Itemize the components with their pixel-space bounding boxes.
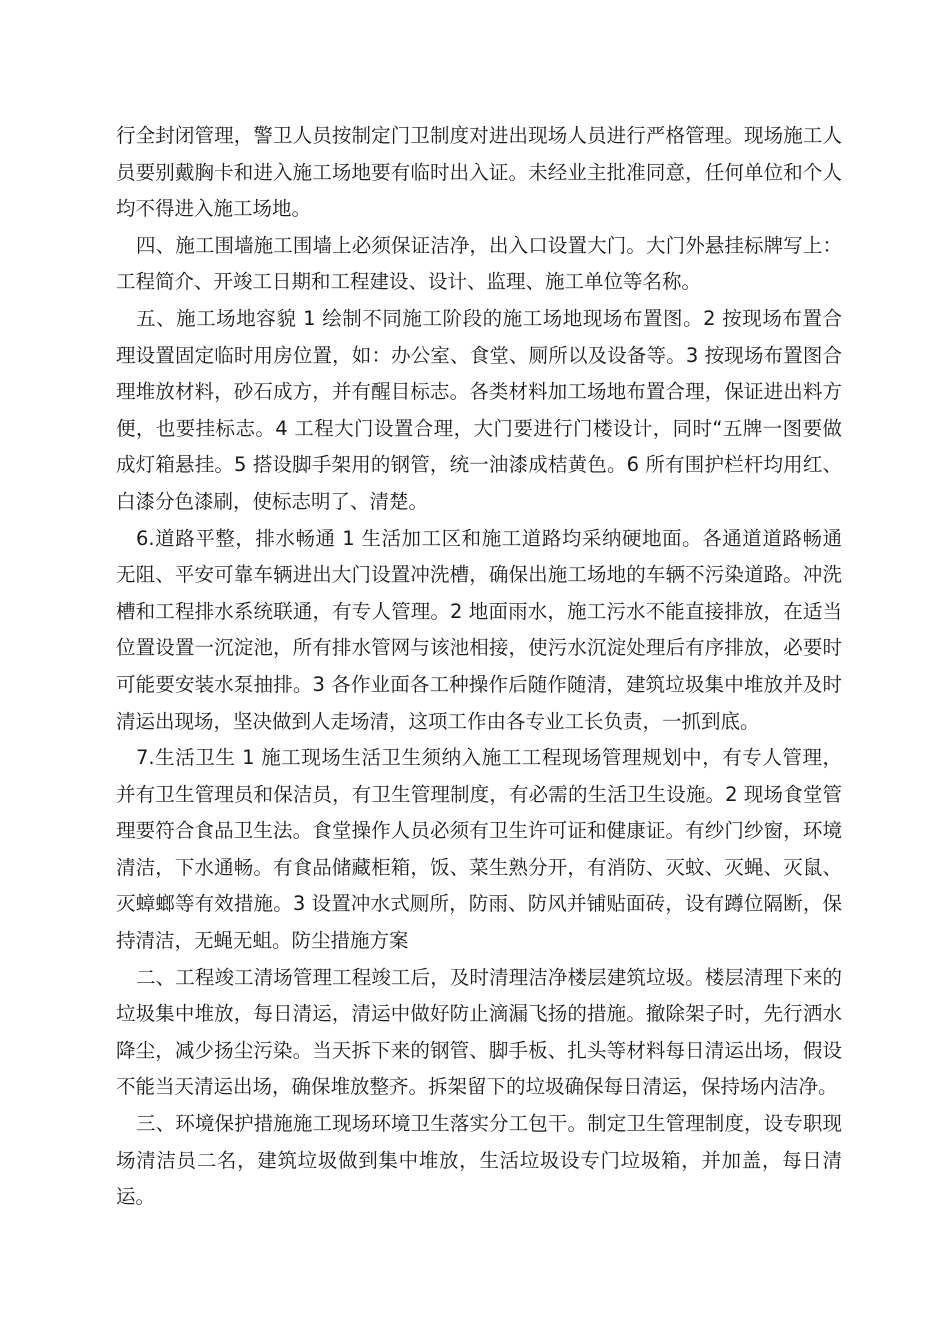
paragraph-continuation: 行全封闭管理，警卫人员按制定门卫制度对进出现场人员进行严格管理。现场施工人员要别戴胸卡和进入施工场地要有临时出入证。未经业主批准同意，任何单位和个人均不得进入施工场地。 bbox=[116, 124, 842, 221]
paragraph-site-appearance: 五、施工场地容貌 1 绘制不同施工阶段的施工场地现场布置图。2 按现场布置合理设置固定临时用房位置，如：办公室、食堂、厕所以及设备等。3 按现场布置图合理堆放材料，砂石成方，并有醒目标志。各类材料加工场地布置合理，保证进出料方便，也要挂标志。4 工程大门设置合理，大门要进行门楼设计，同时“五牌一图要做成灯箱悬挂。5 搭设脚手架用的钢管，统一油漆成桔黄色。6 所有围护栏杆均用红、白漆分色漆刷，使标志明了、清楚。 bbox=[116, 306, 842, 513]
paragraph-construction-wall: 四、施工围墙施工围墙上必须保证洁净，出入口设置大门。大门外悬挂标牌写上：工程简介、开竣工日期和工程建设、设计、监理、施工单位等名称。 bbox=[116, 233, 842, 294]
paragraph-living-hygiene: 7.生活卫生 1 施工现场生活卫生须纳入施工工程现场管理规划中，有专人管理，并有卫生管理员和保洁员，有卫生管理制度，有必需的生活卫生设施。2 现场食堂管理要符合食品卫生法。食堂操作人员必须有卫生许可证和健康证。有纱门纱窗，环境清洁，下水通畅。有食品储藏柜箱，饭、菜生熟分开，有消防、灭蚊、灭蝇、灭鼠、灭蟑螂等有效措施。3 设置冲水式厕所，防雨、防风并铺贴面砖，设有蹲位隔断，保持清洁，无蝇无蛆。防尘措施方案 bbox=[116, 746, 842, 953]
paragraph-road-drainage: 6.道路平整，排水畅通 1 生活加工区和施工道路均采纳硬地面。各通道道路畅通无阻、平安可靠车辆进出大门设置冲洗槽，确保出施工场地的车辆不污染道路。冲洗槽和工程排水系统联通，有专人管理。2 地面雨水，施工污水不能直接排放，在适当位置设置一沉淀池，所有排水管网与该池相接，使污水沉淀处理后有序排放，必要时可能要安装水泵抽排。3 各作业面各工种操作后随作随清，建筑垃圾集中堆放并及时清运出现场，坚决做到人走场清，这项工作由各专业工长负责，一抓到底。 bbox=[116, 526, 842, 733]
paragraph-completion-cleanup: 二、工程竣工清场管理工程竣工后，及时清理洁净楼层建筑垃圾。楼层清理下来的垃圾集中堆放，每日清运，清运中做好防止滴漏飞扬的措施。撤除架子时，先行洒水降尘，减少扬尘污染。当天拆下来的钢管、脚手板、扎头等材料每日清运出场，假设不能当天清运出场，确保堆放整齐。拆架留下的垃圾确保每日清运，保持场内洁净。 bbox=[116, 965, 842, 1099]
paragraph-environmental-protection: 三、环境保护措施施工现场环境卫生落实分工包干。制定卫生管理制度，设专职现场清洁员二名，建筑垃圾做到集中堆放，生活垃圾设专门垃圾箱，并加盖，每日清运。 bbox=[116, 1112, 842, 1209]
document-body bbox=[116, 118, 842, 1216]
